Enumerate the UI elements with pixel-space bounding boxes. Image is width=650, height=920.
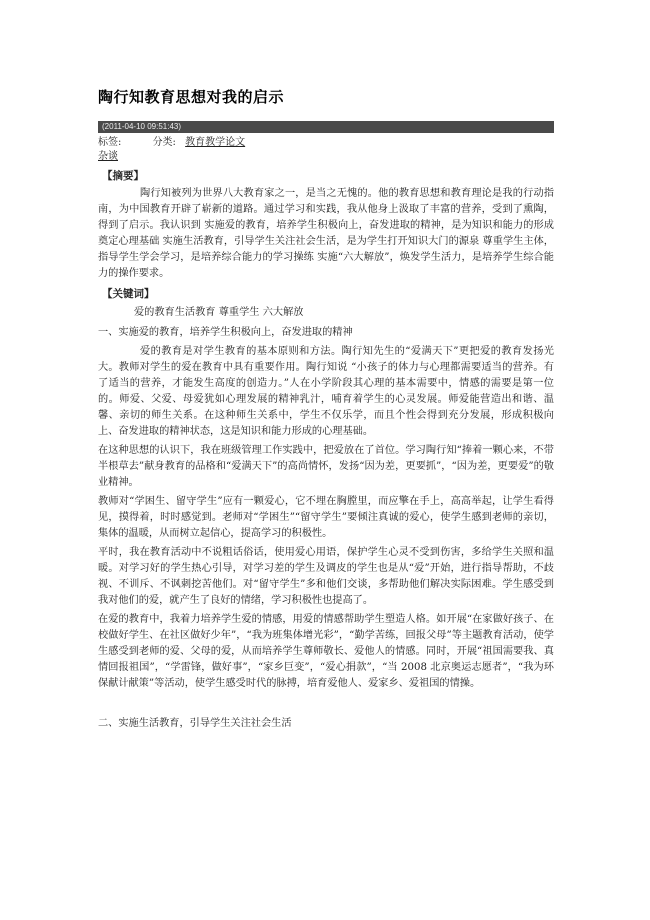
paragraph: 在爱的教育中，我着力培养学生爱的情感，用爱的情感帮助学生塑造人格。如开展“在家做好孩子、在校做好学生、在社区做好少年”，“我为班集体增光彩”，“勤学苦练，回报父母”等主题教育活动，使学生感受到老师的爱、父母的爱，从而培养学生尊师敬长、爱他人的情感。同时，开展“祖国需要我、真情回报祖国”，“学雷锋，做好事”，“家乡巨变”，“爱心捐款”，“当 2008 北京奥运志愿者”，“我为环保献计献策”等活动，使学生感受时代的脉搏，培育爱他人、爱家乡、爱祖国的情操。: [98, 614, 554, 689]
date-bar: (2011-04-10 09:51:43): [98, 121, 554, 133]
abstract-heading: 【摘要】: [102, 170, 144, 182]
keywords-heading: 【关键词】: [102, 288, 155, 300]
meta-row: [98, 136, 554, 150]
section2-heading: 二、实施生活教育，引导学生关注社会生活: [98, 718, 292, 729]
article-title: 陶行知教育思想对我的启示: [98, 88, 285, 106]
paragraph: 在这种思想的认识下，我在班级管理工作实践中，把爱放在了首位。学习陶行知“捧着一颗心来，不带半根草去”献身教育的品格和“爱满天下”的高尚情怀，发扬“因为差，更要抓”，“因为差，更要爱”的敬业精神。: [98, 445, 554, 488]
category-label: 分类:: [152, 137, 176, 148]
section1-heading: 一、实施爱的教育，培养学生积极向上，奋发进取的精神: [98, 327, 353, 338]
tag-label: 标签:: [98, 137, 122, 148]
abstract-paragraph: 陶行知被列为世界八大教育家之一，是当之无愧的。他的教育思想和教育理论是我的行动指南，为中国教育开辟了崭新的道路。通过学习和实践，我从他身上汲取了丰富的营养，受到了熏陶，得到了启示。我认识到 实施爱的教育，培养学生积极向上，奋发进取的精神，是为知识和能力的形成奠定心理基础 实施生活教育，引导学生关注社会生活，是为学生打开知识大门的源泉 尊重学生主体，指导学生学会学习，是培养综合能力的学习操练 实施“六大解放”，焕发学生活力，是培养学生综合能力的操作要求。: [98, 188, 554, 279]
category-link[interactable]: 教育教学论文: [185, 137, 246, 148]
keywords-text: 爱的教育生活教育 尊重学生 六大解放: [134, 307, 304, 318]
paragraph: 教师对“学困生、留守学生”应有一颗爱心，它不埋在胸膛里，而应擎在手上，高高举起，让学生看得见，摸得着，时时感觉到。老师对“学困生”“留守学生”要倾注真诚的爱心，使学生感到老师的亲切，集体的温暖，从而树立起信心，提高学习的积极性。: [98, 496, 554, 539]
tag-link[interactable]: 杂谈: [98, 151, 118, 162]
paragraph: 平时，我在教育活动中不说粗话俗话，使用爱心用语，保护学生心灵不受到伤害，多给学生关照和温暖。对学习好的学生热心引导，对学习差的学生及调皮的学生也是从“爱”开始，进行指导帮助，不歧视、不训斥、不讽刺挖苦他们。对“留守学生”多和他们交谈，多帮助他们解决实际困难。学生感受到我对他们的爱，就产生了良好的情绪，学习积极性也提高了。: [98, 547, 554, 606]
paragraph: 爱的教育是对学生教育的基本原则和方法。陶行知先生的“爱满天下”更把爱的教育发扬光大。教师对学生的爱在教育中具有重要作用。陶行知说 “小孩子的体力与心理都需要适当的营养。有了适当的营养，才能发生高度的创造力。”人在小学阶段其心理的基本需要中，情感的需要是第一位的。师爱、父爱、母爱犹如心理发展的精神乳汁，哺育着学生的心灵发展。师爱能营造出和谐、温馨、亲切的师生关系。在这种师生关系中，学生不仅乐学，而且个性会得到充分发展，形成积极向上、奋发进取的精神状态，这是知识和能力形成的心理基础。: [98, 346, 554, 437]
article: [98, 86, 554, 732]
